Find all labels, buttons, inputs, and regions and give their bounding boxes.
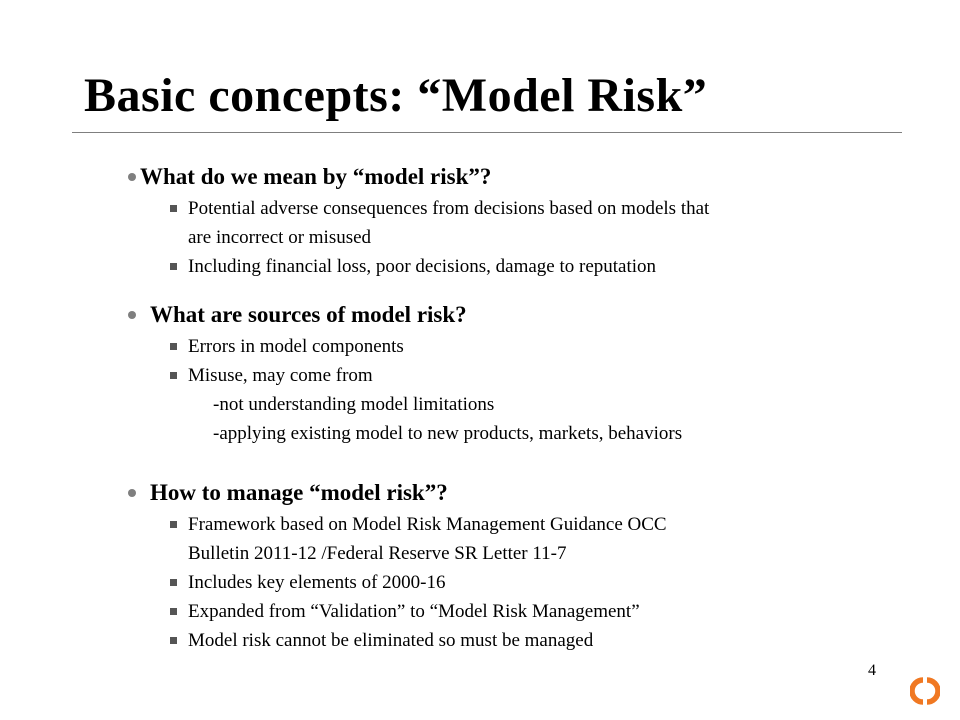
sub-bullet: [0, 361, 900, 390]
square-bullet-icon: [170, 579, 177, 586]
sub-bullet-list: [0, 332, 900, 390]
sub-bullet-text: are incorrect or misused: [188, 227, 372, 248]
sub-bullet-text: Model risk cannot be eliminated so must be managed: [188, 630, 594, 651]
dash-sub-item: -not understanding model limitations: [213, 394, 495, 415]
page-number: 4: [868, 662, 876, 679]
dash-sub-item: -applying existing model to new products, markets, behaviors: [213, 423, 683, 444]
company-logo-icon: [910, 676, 940, 706]
sub-bullet: [0, 568, 900, 597]
bullet-dot-icon: [128, 489, 136, 497]
square-bullet-icon: [170, 608, 177, 615]
square-bullet-icon: [170, 263, 177, 270]
square-bullet-icon: [170, 521, 177, 528]
section-model-risk-meaning: [0, 164, 900, 281]
sub-bullet: [0, 597, 900, 626]
section-heading-row: [0, 480, 900, 510]
sub-bullet-text: Including financial loss, poor decisions, damage to reputation: [188, 256, 657, 277]
section-managing-model-risk: [0, 480, 900, 655]
sub-bullet: [0, 510, 900, 568]
sub-bullet-text: Framework based on Model Risk Management Guidance OCC: [188, 514, 667, 535]
sub-bullet: [0, 332, 900, 361]
section-heading-row: [0, 164, 900, 194]
square-bullet-icon: [170, 343, 177, 350]
sub-bullet-list: [0, 194, 900, 281]
title-underline: [72, 132, 902, 133]
slide-title: Basic concepts: “Model Risk”: [84, 69, 708, 122]
section-heading: What do we mean by “model risk”?: [140, 164, 492, 189]
sub-bullet-text: Potential adverse consequences from decisions based on models that: [188, 198, 710, 219]
logo-arc-right: [927, 680, 938, 702]
sub-bullet: [0, 626, 900, 655]
bullet-dot-icon: [128, 311, 136, 319]
sub-bullet: [0, 252, 900, 281]
sub-bullet-text: Misuse, may come from: [188, 365, 373, 386]
section-heading-row: [0, 302, 900, 332]
square-bullet-icon: [170, 372, 177, 379]
sub-bullet-text: Errors in model components: [188, 336, 404, 357]
section-model-risk-sources: [0, 302, 900, 448]
square-bullet-icon: [170, 205, 177, 212]
sub-bullet: [0, 194, 900, 252]
logo-arc-left: [912, 680, 923, 702]
section-heading: How to manage “model risk”?: [150, 480, 448, 505]
section-heading: What are sources of model risk?: [150, 302, 467, 327]
sub-bullet-text: Includes key elements of 2000-16: [188, 572, 446, 593]
sub-bullet-list: [0, 510, 900, 655]
bullet-dot-icon: [128, 173, 136, 181]
sub-bullet-text: Bulletin 2011-12 /Federal Reserve SR Letter 11-7: [188, 543, 567, 564]
sub-bullet-text: Expanded from “Validation” to “Model Risk Management”: [188, 601, 640, 622]
square-bullet-icon: [170, 637, 177, 644]
